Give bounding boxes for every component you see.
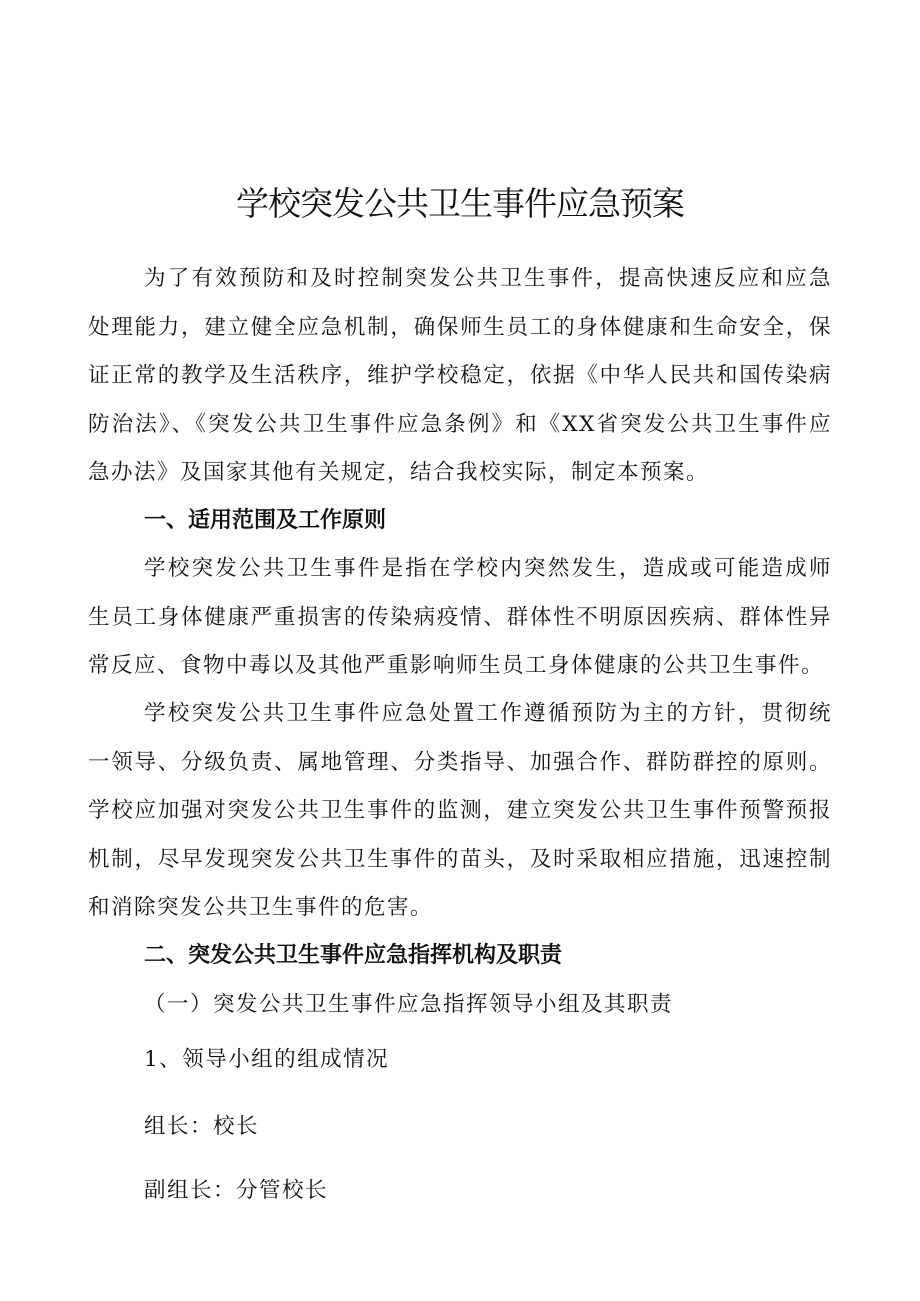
section-1-paragraph-2: 学校突发公共卫生事件应急处置工作遵循预防为主的方针，贯彻统一领导、分级负责、属地管理、分类指导、加强合作、群防群控的原则。学校应加强对突发公共卫生事件的监测，建立突发公共卫生事件预警预报机制，尽早发现突发公共卫生事件的苗头，及时采取相应措施，迅速控制和消除突发公共卫生事件的危害。 bbox=[88, 701, 832, 920]
item-1-heading: 1、领导小组的组成情况 bbox=[144, 1047, 390, 1072]
section-2-heading: 二、突发公共卫生事件应急指挥机构及职责 bbox=[144, 943, 563, 968]
leader-line: 组长：校长 bbox=[144, 1114, 260, 1139]
subsection-1-heading: （一）突发公共卫生事件应急指挥领导小组及其职责 bbox=[144, 992, 674, 1017]
deputy-leader-line: 副组长：分管校长 bbox=[144, 1178, 329, 1203]
section-1-heading: 一、适用范围及工作原则 bbox=[144, 508, 387, 533]
section-1-paragraph-1: 学校突发公共卫生事件是指在学校内突然发生，造成或可能造成师生员工身体健康严重损害的传染病疫情、群体性不明原因疾病、群体性异常反应、食物中毒以及其他严重影响师生员工身体健康的公共卫生事件。 bbox=[88, 556, 832, 678]
intro-paragraph: 为了有效预防和及时控制突发公共卫生事件，提高快速反应和应急处理能力，建立健全应急机制，确保师生员工的身体健康和生命安全，保证正常的教学及生活秩序，维护学校稳定，依据《中华人民共和国传染病防治法》、《突发公共卫生事件应急条例》和《XX省突发公共卫生事件应急办法》及国家其他有关规定，结合我校实际，制定本预案。 bbox=[88, 266, 832, 485]
document-title: 学校突发公共卫生事件应急预案 bbox=[236, 184, 684, 224]
